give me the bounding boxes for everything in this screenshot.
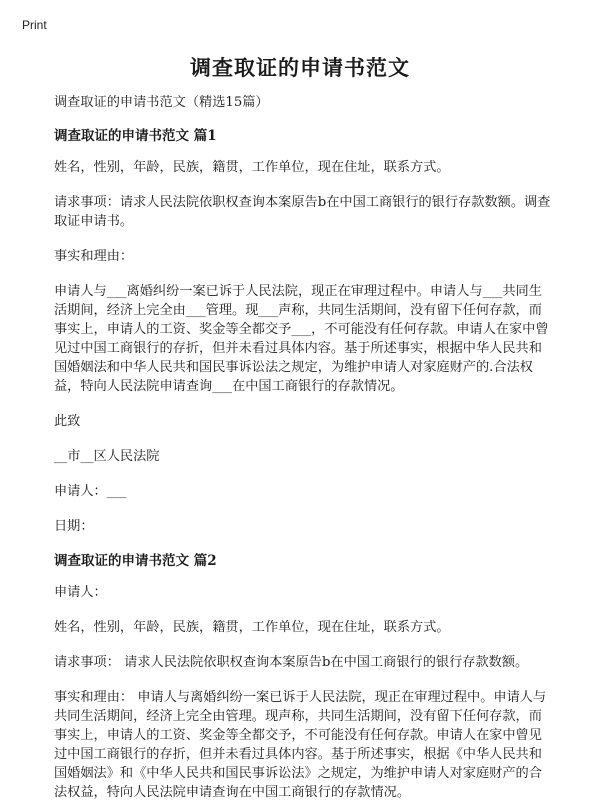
section-2-info: 姓名，性别，年龄，民族，籍贯，工作单位，现在住址，联系方式。 [54, 620, 450, 635]
section-1-heading: 调查取证的申请书范文 篇1 [54, 128, 217, 144]
section-2-applicant: 申请人： [54, 585, 107, 600]
section-1-court: __市__区人民法院 [54, 449, 160, 464]
print-link[interactable]: Print [22, 18, 47, 32]
document-body [54, 93, 554, 811]
page-title: 调查取证的申请书范文 [190, 55, 410, 80]
document-subtitle: 调查取证的申请书范文（精选15篇） [54, 95, 269, 110]
section-1-info: 姓名，性别，年龄，民族，籍贯，工作单位，现在住址，联系方式。 [54, 160, 450, 175]
section-1-closing: 此致 [54, 414, 81, 429]
section-1-facts-label: 事实和理由： [54, 249, 134, 264]
section-1-facts: 申请人与___离婚纠纷一案已诉于人民法院，现正在审理过程中。申请人与___共同生活期间，经济上完全由___管理。现___声称，共同生活期间，没有留下任何存款，而事实上，申请人的工资、奖金等全都交予___，不可能没有任何存款。申请人在家中曾见过中国工商银行的存折，但并未看过具体内容。基于所述事实，根据中华人民共和国婚姻法和中华人民共和国民事诉讼法之规定，为维护申请人对家庭财产的.合法权益，特向人民法院申请查询___在中国工商银行的存款情况。 [54, 284, 549, 394]
section-1-request: 请求事项：请求人民法院依职权查询本案原告b在中国工商银行的银行存款数额。调查取证申请书。 [54, 195, 551, 229]
section-1-date: 日期： [54, 519, 94, 534]
section-2-facts: 事实和理由： 申请人与离婚纠纷一案已诉于人民法院，现正在审理过程中。申请人与共同生活期间，经济上完全由管理。现声称，共同生活期间，没有留下任何存款，而事实上，申请人的工资、奖金等全都交予，不可能没有任何存款。申请人在家中曾见过中国工商银行的存折，但并未看过具体内容。基于所述事实，根据《中华人民共和国婚姻法》和《中华人民共和国民事诉讼法》之规定，为维护申请人对家庭财产的合法权益，特向人民法院申请查询在中国工商银行的存款情况。 [54, 690, 547, 800]
section-1-applicant: 申请人：___ [54, 484, 127, 499]
section-2-heading: 调查取证的申请书范文 篇2 [54, 553, 217, 569]
section-2-request: 请求事项： 请求人民法院依职权查询本案原告b在中国工商银行的银行存款数额。 [54, 655, 529, 670]
